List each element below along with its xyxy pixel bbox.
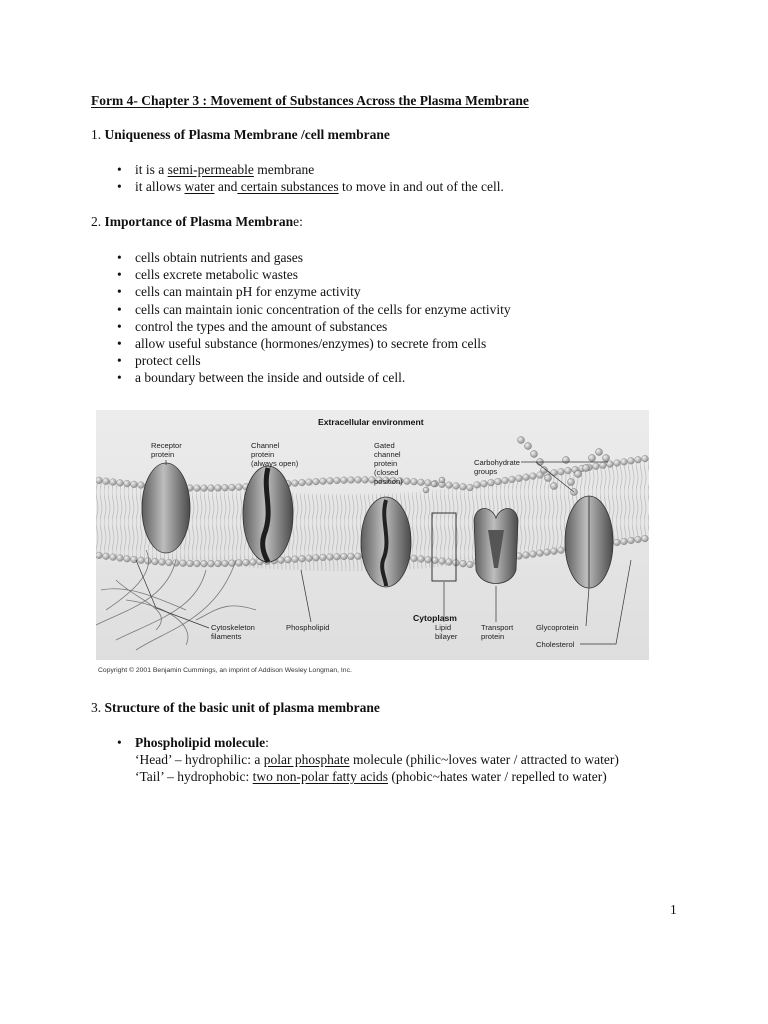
phospholipid-head bbox=[642, 455, 649, 462]
phospholipid-head bbox=[425, 556, 432, 563]
phospholipid-head bbox=[593, 463, 600, 470]
phospholipid-head bbox=[222, 484, 229, 491]
svg-text:(always open): (always open) bbox=[251, 459, 299, 468]
list-item: • it is a semi-permeable membrane bbox=[117, 161, 504, 178]
section-2-list bbox=[117, 249, 511, 387]
svg-text:filaments: filaments bbox=[211, 632, 242, 641]
phospholipid-head bbox=[411, 555, 418, 562]
svg-text:bilayer: bilayer bbox=[435, 632, 458, 641]
channel-protein bbox=[243, 466, 293, 562]
list-item: • a boundary between the inside and outside of cell. bbox=[117, 369, 511, 386]
list-item: • it allows water and certain substances to move in and out of the cell. bbox=[117, 178, 504, 195]
phospholipid-head bbox=[131, 556, 138, 563]
phospholipid-head bbox=[418, 479, 425, 486]
phospholipid-head bbox=[131, 481, 138, 488]
phospholipid-head bbox=[425, 480, 432, 487]
glycoprotein bbox=[565, 496, 613, 588]
phospholipid-head bbox=[348, 553, 355, 560]
phospholipid-head bbox=[250, 559, 257, 566]
svg-text:Carbohydrate: Carbohydrate bbox=[474, 458, 521, 467]
svg-text:Gated: Gated bbox=[374, 441, 395, 450]
svg-text:Cholesterol: Cholesterol bbox=[536, 640, 575, 649]
phospholipid-head bbox=[558, 468, 565, 475]
phospholipid-head bbox=[558, 547, 565, 554]
phospholipid-head bbox=[495, 478, 502, 485]
phospholipid-head bbox=[96, 477, 102, 484]
phospholipid-head bbox=[96, 552, 102, 559]
phospholipid-head bbox=[467, 561, 474, 568]
phospholipid-head bbox=[124, 555, 131, 562]
phospholipid-head bbox=[222, 560, 229, 567]
phospholipid-head bbox=[439, 558, 446, 565]
section-3-heading bbox=[91, 699, 380, 716]
phospholipid-head bbox=[215, 485, 222, 492]
svg-text:Channel: Channel bbox=[251, 441, 280, 450]
phospholipid-head bbox=[341, 553, 348, 560]
phospholipid-head bbox=[236, 484, 243, 491]
phospholipid-head bbox=[341, 477, 348, 484]
section-2-heading: 2. Importance of Plasma Membrane: bbox=[91, 214, 303, 229]
svg-text:(closed: (closed bbox=[374, 468, 399, 477]
section-number: 2. bbox=[91, 214, 102, 229]
section-heading-text: Uniqueness of Plasma Membrane /cell membrane bbox=[104, 127, 390, 142]
document-title bbox=[91, 92, 529, 109]
section-number: 3. bbox=[91, 700, 102, 715]
phospholipid-head bbox=[313, 554, 320, 561]
phospholipid-head bbox=[166, 559, 173, 566]
phospholipid-head bbox=[194, 485, 201, 492]
phospholipid-head bbox=[327, 477, 334, 484]
phospholipid-head bbox=[194, 560, 201, 567]
phospholipid-head bbox=[320, 554, 327, 561]
phospholipid-head bbox=[502, 477, 509, 484]
phospholipid-head bbox=[565, 467, 572, 474]
phospholipid-head bbox=[544, 549, 551, 556]
svg-text:channel: channel bbox=[374, 450, 401, 459]
phospholipid-head bbox=[467, 484, 474, 491]
phospholipid-head bbox=[481, 480, 488, 487]
list-item: • cells can maintain pH for enzyme activity bbox=[117, 283, 511, 300]
phospholipid-head bbox=[362, 476, 369, 483]
svg-text:groups: groups bbox=[474, 467, 498, 476]
head-description: ‘Head’ – hydrophilic: a polar phosphate molecule (philic~loves water / attracted to water) bbox=[135, 752, 619, 767]
svg-text:protein: protein bbox=[374, 459, 398, 468]
phospholipid-head bbox=[642, 535, 649, 542]
receptor-protein bbox=[142, 463, 190, 553]
extracellular-label: Extracellular environment bbox=[318, 417, 424, 427]
phospholipid-head bbox=[138, 482, 145, 489]
svg-text:Lipid: Lipid bbox=[435, 623, 452, 632]
svg-text:protein: protein bbox=[481, 632, 505, 641]
phospholipid-head bbox=[229, 484, 236, 491]
phospholipid-head bbox=[537, 550, 544, 557]
phospholipid-head bbox=[292, 480, 299, 487]
phospholipid-head bbox=[621, 538, 628, 545]
phospholipid-head bbox=[103, 478, 110, 485]
phospholipid-head bbox=[614, 460, 621, 467]
membrane-diagram bbox=[96, 410, 649, 680]
phospholipid-head bbox=[628, 457, 635, 464]
phospholipid-head bbox=[124, 480, 131, 487]
phospholipid-head bbox=[446, 482, 453, 489]
section-3-list bbox=[117, 734, 269, 751]
cytoplasm-label: Cytoplasm bbox=[413, 613, 457, 623]
phospholipid-head bbox=[411, 478, 418, 485]
list-item: • cells obtain nutrients and gases bbox=[117, 249, 511, 266]
phospholipid-head bbox=[208, 485, 215, 492]
phospholipid-head bbox=[145, 558, 152, 565]
phospholipid-head bbox=[327, 554, 334, 561]
phospholipid-head bbox=[334, 553, 341, 560]
phospholipid-head bbox=[404, 478, 411, 485]
phospholipid-head bbox=[418, 556, 425, 563]
phospholipid-head bbox=[530, 473, 537, 480]
phospholipid-head bbox=[460, 483, 467, 490]
tail-description: ‘Tail’ – hydrophobic: two non-polar fatty acids (phobic~hates water / repelled to water) bbox=[135, 769, 607, 784]
phospholipid-head bbox=[600, 462, 607, 469]
phospholipid-head bbox=[187, 560, 194, 567]
phospholipid-head bbox=[474, 481, 481, 488]
phospholipid-head bbox=[348, 477, 355, 484]
phospholipid-head bbox=[551, 548, 558, 555]
phospholipid-head bbox=[432, 557, 439, 564]
list-item: • cells can maintain ionic concentration of the cells for enzyme activity bbox=[117, 301, 511, 318]
document-title-text: Form 4- Chapter 3 : Movement of Substances Across the Plasma Membrane bbox=[91, 93, 529, 108]
phospholipid-head bbox=[523, 552, 530, 559]
phospholipid-head bbox=[628, 537, 635, 544]
svg-text:Phospholipid: Phospholipid bbox=[286, 623, 330, 632]
phospholipid-head bbox=[299, 555, 306, 562]
section-1-list bbox=[117, 161, 504, 195]
phospholipid-head bbox=[299, 479, 306, 486]
phospholipid-head bbox=[635, 536, 642, 543]
phospholipid-head bbox=[621, 459, 628, 466]
phospholipid-head bbox=[236, 559, 243, 566]
phospholipid-head bbox=[243, 559, 250, 566]
phospholipid-head bbox=[159, 559, 166, 566]
phospholipid-head bbox=[117, 479, 124, 486]
phospholipid-head bbox=[355, 476, 362, 483]
phospholipid-head bbox=[460, 560, 467, 567]
page-number: 1 bbox=[670, 902, 677, 917]
phospholipid-head bbox=[208, 560, 215, 567]
phospholipid-head bbox=[614, 539, 621, 546]
phospholipid-head bbox=[292, 556, 299, 563]
phospholipid-head bbox=[110, 479, 117, 486]
svg-text:protein: protein bbox=[151, 450, 175, 459]
svg-text:Glycoprotein: Glycoprotein bbox=[536, 623, 579, 632]
phospholipid-head bbox=[152, 558, 159, 565]
phospholipid-head bbox=[110, 554, 117, 561]
phospholipid-head bbox=[180, 560, 187, 567]
phospholipid-head bbox=[530, 551, 537, 558]
svg-text:Cytoskeleton: Cytoskeleton bbox=[211, 623, 255, 632]
phospholipid-head bbox=[313, 478, 320, 485]
phospholipid-head bbox=[635, 456, 642, 463]
list-item: • control the types and the amount of substances bbox=[117, 318, 511, 335]
section-heading-text: Importance of Plasma Membran bbox=[104, 214, 294, 229]
plasma-membrane-figure bbox=[96, 410, 649, 680]
phospholipid-head bbox=[285, 556, 292, 563]
phospholipid-head bbox=[201, 485, 208, 492]
section-number: 1. bbox=[91, 127, 102, 142]
phospholipid-head bbox=[355, 553, 362, 560]
phospholipid-head bbox=[201, 560, 208, 567]
section-1-heading bbox=[91, 126, 390, 143]
svg-text:Transport: Transport bbox=[481, 623, 514, 632]
phospholipid-head bbox=[446, 559, 453, 566]
phospholipid-head bbox=[551, 469, 558, 476]
list-item: • Phospholipid molecule: bbox=[117, 734, 269, 751]
phospholipid-head bbox=[138, 557, 145, 564]
phospholipid-head bbox=[320, 478, 327, 485]
phospholipid-head bbox=[453, 483, 460, 490]
list-item: • allow useful substance (hormones/enzymes) to secrete from cells bbox=[117, 335, 511, 352]
gated-channel-protein bbox=[361, 497, 411, 587]
phospholipid-head bbox=[488, 479, 495, 486]
section-heading-text: Structure of the basic unit of plasma membrane bbox=[104, 700, 380, 715]
transport-protein bbox=[474, 508, 518, 583]
phospholipid-head bbox=[306, 555, 313, 562]
phospholipid-head bbox=[334, 477, 341, 484]
phospholipid-head bbox=[523, 474, 530, 481]
svg-text:position): position) bbox=[374, 477, 403, 486]
phospholipid-head bbox=[516, 475, 523, 482]
phospholipid-head bbox=[117, 555, 124, 562]
svg-text:Receptor: Receptor bbox=[151, 441, 182, 450]
phospholipid-head bbox=[103, 553, 110, 560]
phospholipid-head bbox=[215, 560, 222, 567]
phospholipid-head bbox=[306, 479, 313, 486]
svg-text:protein: protein bbox=[251, 450, 275, 459]
list-item: • protect cells bbox=[117, 352, 511, 369]
figure-copyright: Copyright © 2001 Benjamin Cummings, an imprint of Addison Wesley Longman, Inc. bbox=[98, 667, 352, 674]
phospholipid-head bbox=[509, 476, 516, 483]
list-item: • cells excrete metabolic wastes bbox=[117, 266, 511, 283]
